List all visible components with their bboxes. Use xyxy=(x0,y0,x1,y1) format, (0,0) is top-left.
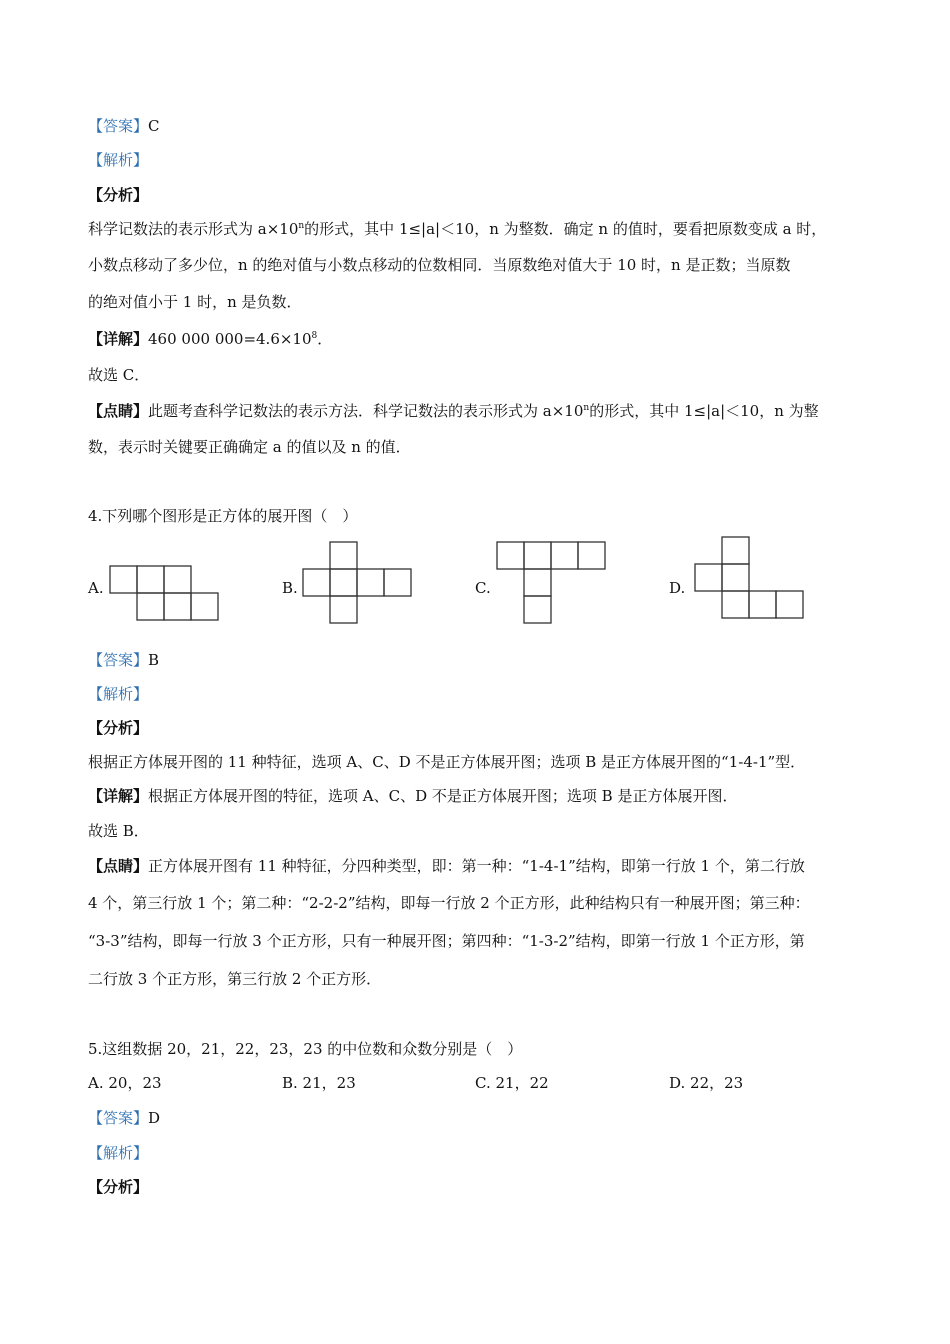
q4-option-a-label: A. xyxy=(88,579,104,597)
q3-analysis-tag: 【解析】 xyxy=(88,151,149,169)
detail-text: ． xyxy=(317,330,333,348)
q4-option-d-label: D. xyxy=(669,579,686,597)
comment-tag: 【点睛】 xyxy=(88,857,149,875)
answer-tag: 【答案】 xyxy=(88,651,149,669)
fenxi-text: 的形式，其中 1≤|a|＜10，n 为整数．确定 n 的值时，要看把原数变成 a 时， xyxy=(304,220,827,238)
answer-value: D xyxy=(148,1109,161,1127)
q4-comment-line-1 xyxy=(88,856,805,876)
q5-option-a: A. 20，23 xyxy=(88,1074,162,1092)
q4-comment-line-2: 4 个，第三行放 1 个；第二种：“2-2-2”结构，即每一行放 2 个正方形，此种结构只有一种展开图；第三种： xyxy=(88,894,810,912)
answer-value: B xyxy=(148,651,160,669)
q5-option-d: D. 22，23 xyxy=(669,1074,744,1092)
q4-option-c-figure xyxy=(495,540,609,628)
answer-value: C xyxy=(148,117,160,135)
q3-fenxi-line-3: 的绝对值小于 1 时，n 是负数． xyxy=(88,293,302,311)
exponent: n xyxy=(298,221,305,231)
q4-comment-line-4: 二行放 3 个正方形，第三行放 2 个正方形． xyxy=(88,970,382,988)
q4-comment-line-3: “3-3”结构，即每一行放 3 个正方形，只有一种展开图；第四种：“1-3-2”结构，即第一行放 1 个正方形，第 xyxy=(88,932,805,950)
detail-text: 460 000 000=4.6×10 xyxy=(148,330,312,348)
q4-option-a-figure xyxy=(108,564,222,624)
q4-option-b-figure xyxy=(301,540,415,628)
q4-fenxi-tag: 【分析】 xyxy=(88,719,149,737)
q3-fenxi-line-1 xyxy=(88,219,826,239)
q4-stem: 4.下列哪个图形是正方体的展开图（ ） xyxy=(88,507,358,525)
q4-analysis-tag: 【解析】 xyxy=(88,685,149,703)
q3-fenxi-line-2: 小数点移动了多少位，n 的绝对值与小数点移动的位数相同．当原数绝对值大于 10 时，n 是正数；当原数 xyxy=(88,256,791,274)
q5-analysis-tag: 【解析】 xyxy=(88,1144,149,1162)
q5-option-c: C. 21，22 xyxy=(475,1074,549,1092)
exponent: n xyxy=(583,403,590,413)
comment-text: 正方体展开图有 11 种特征，分四种类型，即：第一种：“1-4-1”结构，即第一行放 1 个，第二行放 xyxy=(148,857,805,875)
q3-answer-line xyxy=(88,116,160,136)
comment-text: 的形式，其中 1≤|a|＜10，n 为整 xyxy=(589,402,819,420)
q3-fenxi-tag: 【分析】 xyxy=(88,186,149,204)
q4-fenxi: 根据正方体展开图的 11 种特征，选项 A、C、D 不是正方体展开图；选项 B 是正方体展开图的“1-4-1”型． xyxy=(88,753,806,771)
detail-text: 根据正方体展开图的特征，选项 A、C、D 不是正方体展开图；选项 B 是正方体展开图． xyxy=(148,787,738,805)
q3-comment-line-2: 数，表示时关键要正确确定 a 的值以及 n 的值． xyxy=(88,438,411,456)
q4-option-c-label: C. xyxy=(475,579,491,597)
q4-option-d-figure xyxy=(693,535,807,623)
detail-tag: 【详解】 xyxy=(88,330,149,348)
q3-comment-line-1 xyxy=(88,401,819,421)
q5-fenxi-tag: 【分析】 xyxy=(88,1178,149,1196)
comment-text: 此题考查科学记数法的表示方法．科学记数法的表示形式为 a×10 xyxy=(148,402,584,420)
q3-detail-line xyxy=(88,329,332,349)
comment-tag: 【点睛】 xyxy=(88,402,149,420)
answer-tag: 【答案】 xyxy=(88,117,149,135)
detail-tag: 【详解】 xyxy=(88,787,149,805)
fenxi-text: 科学记数法的表示形式为 a×10 xyxy=(88,220,299,238)
q4-answer-line xyxy=(88,650,159,670)
q5-option-b: B. 21，23 xyxy=(282,1074,356,1092)
q4-choose: 故选 B． xyxy=(88,822,149,840)
answer-tag: 【答案】 xyxy=(88,1109,149,1127)
q3-choose: 故选 C． xyxy=(88,366,150,384)
q4-detail-line xyxy=(88,786,737,806)
q4-option-b-label: B. xyxy=(282,579,298,597)
exponent: 8 xyxy=(311,331,318,341)
q5-stem: 5.这组数据 20，21，22，23，23 的中位数和众数分别是（ ） xyxy=(88,1040,523,1058)
q5-answer-line xyxy=(88,1108,160,1128)
